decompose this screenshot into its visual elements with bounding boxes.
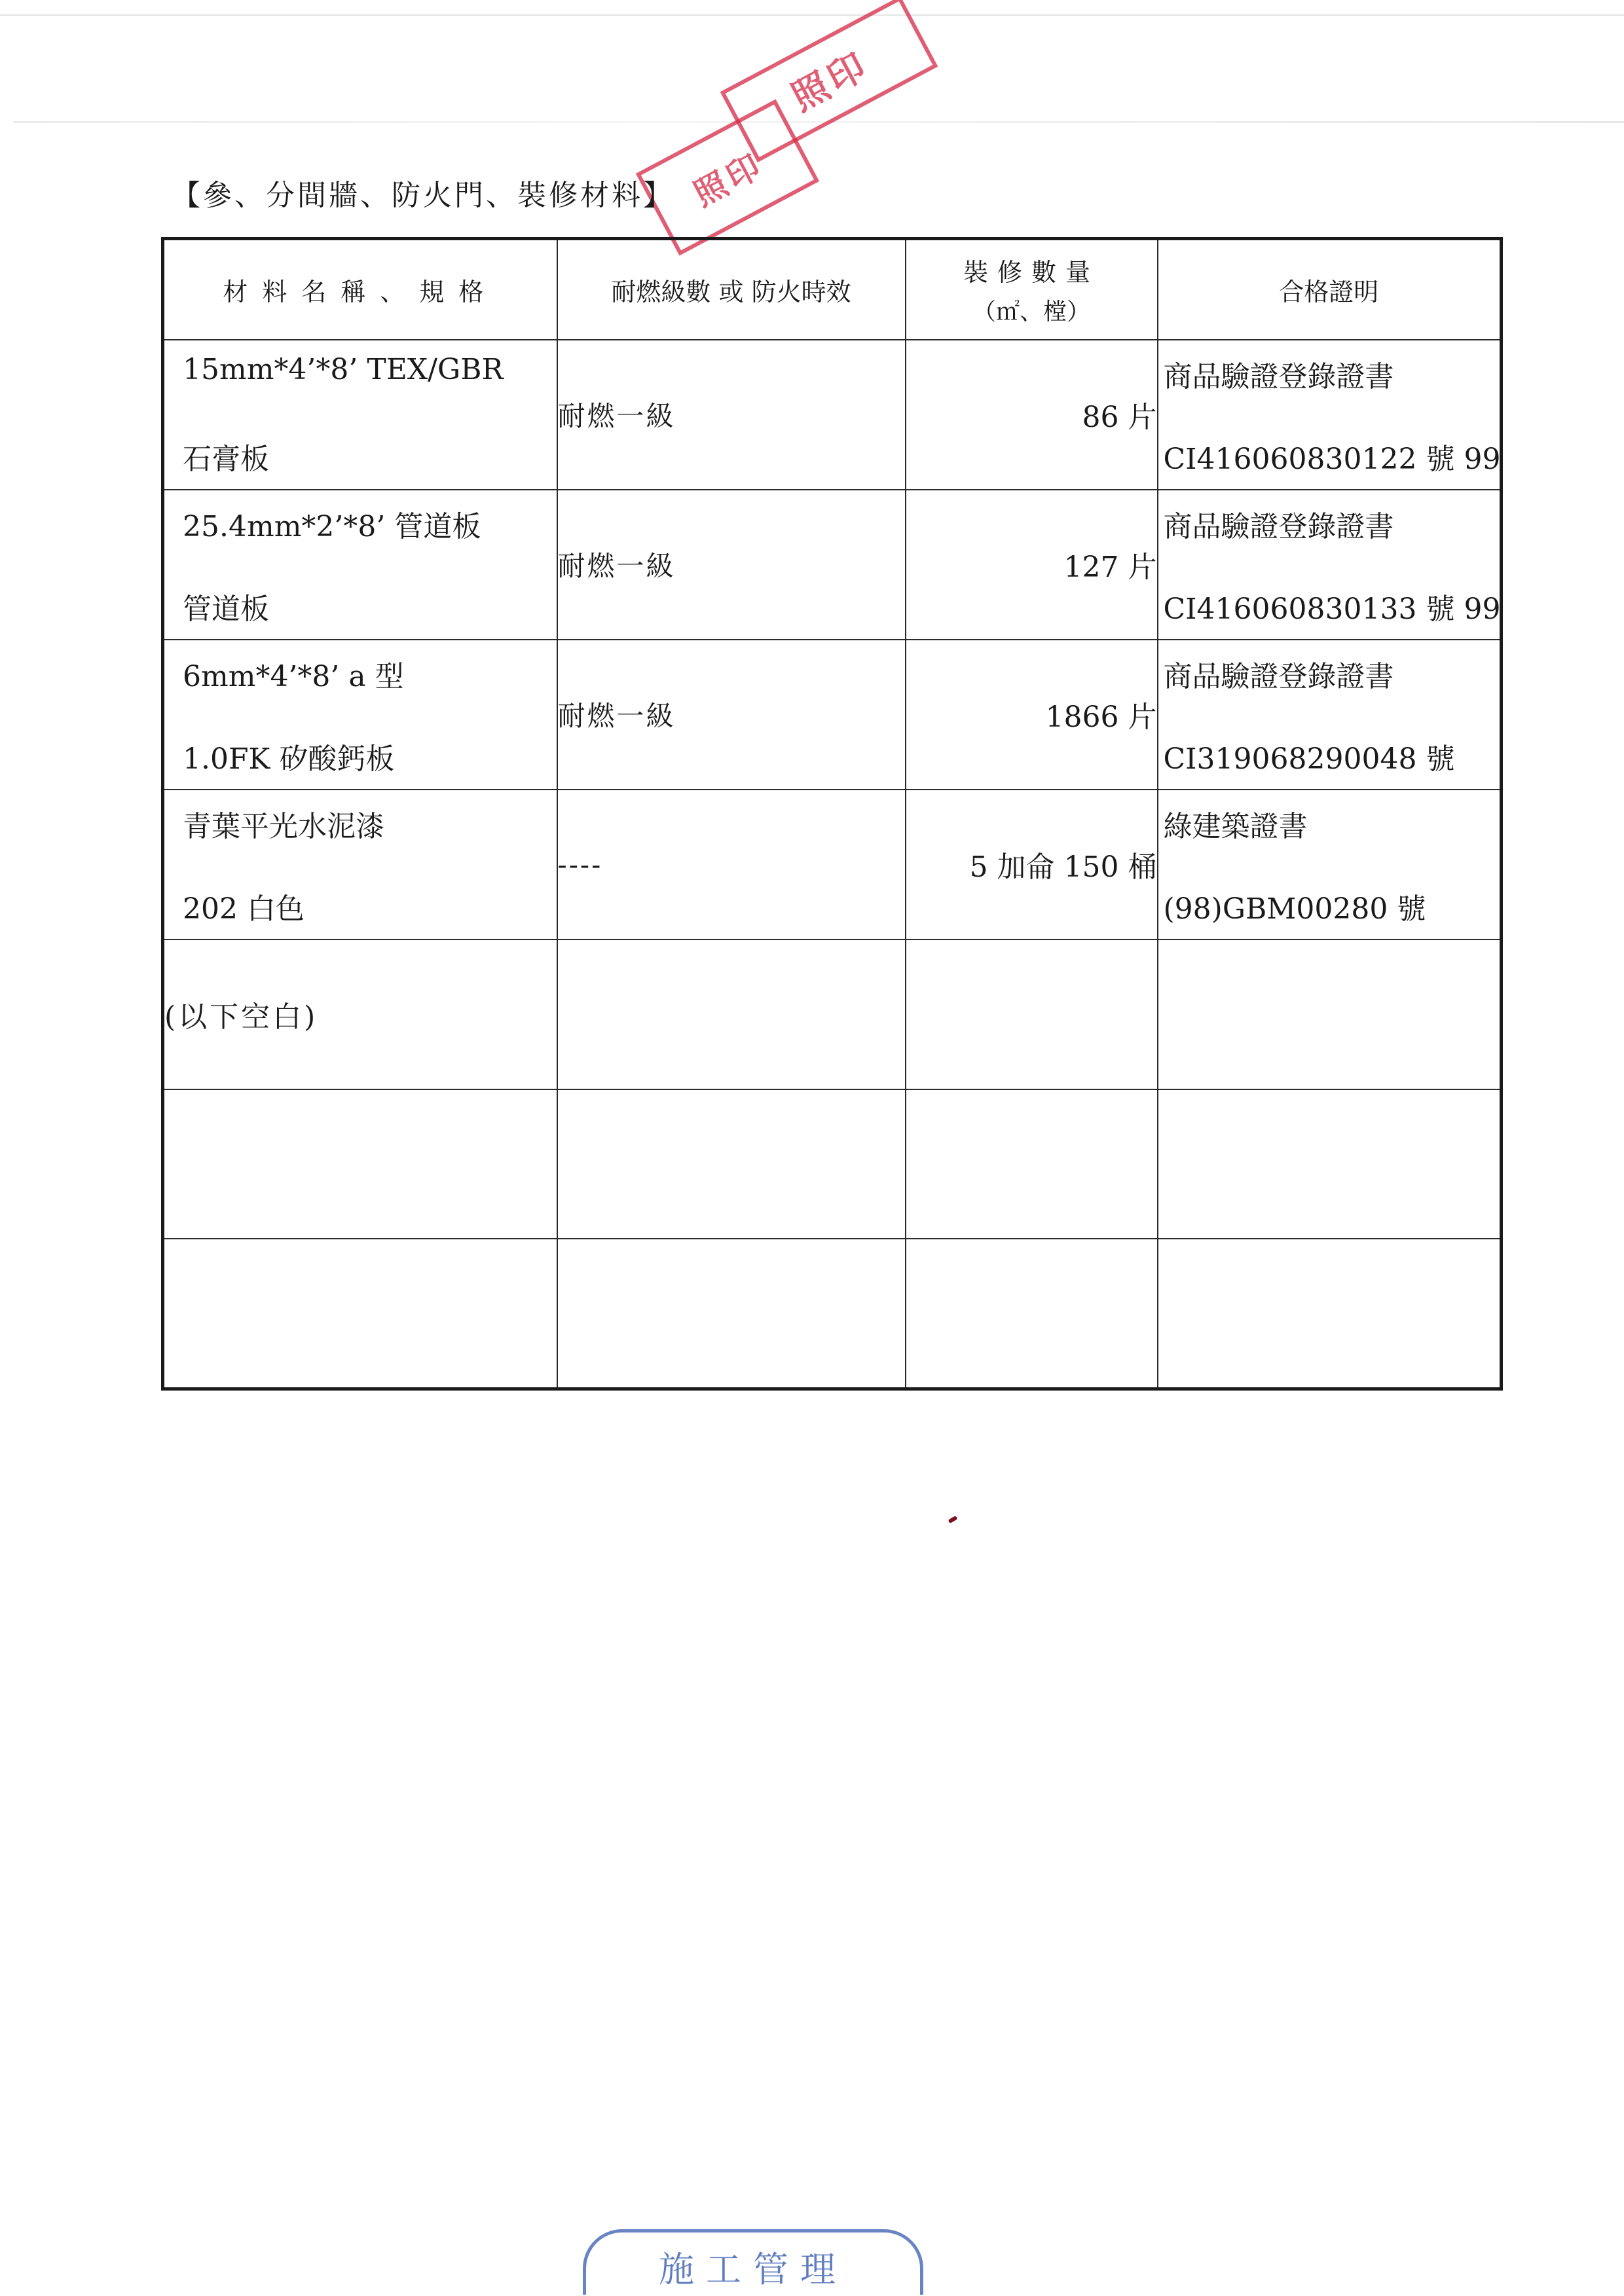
material-spec: 15mm*4’*8’ TEX/GBR xyxy=(183,353,504,387)
quantity-cell: 86 片 xyxy=(906,340,1158,490)
table-row xyxy=(163,490,1502,640)
empty-cell xyxy=(906,1089,1158,1239)
certificate-cell xyxy=(1158,490,1502,640)
red-seal-text-2: 照印 xyxy=(687,145,770,214)
ink-speck xyxy=(948,1516,957,1523)
material-name-cell xyxy=(163,640,557,790)
certificate-cell xyxy=(1158,790,1502,939)
empty-cell xyxy=(557,1239,906,1389)
certificate-title: 商品驗證登錄證書 xyxy=(1163,510,1394,544)
fire-grade-cell: ---- xyxy=(557,790,906,939)
material-type: 202 白色 xyxy=(183,892,304,926)
materials-table xyxy=(161,237,1503,1391)
material-name-cell xyxy=(163,490,557,640)
fire-grade-cell: 耐燃一級 xyxy=(557,340,906,490)
material-type: 石膏板 xyxy=(183,443,269,477)
certificate-number: CI319068290048 號 xyxy=(1163,742,1455,776)
fire-grade-cell: 耐燃一級 xyxy=(557,490,906,640)
blue-seal-text: 施工管理 xyxy=(659,2249,847,2290)
material-type: 管道板 xyxy=(183,592,269,627)
empty-cell xyxy=(163,1239,557,1389)
empty-cell xyxy=(1158,1239,1502,1389)
certificate-number: CI416060830122 號 99 xyxy=(1163,443,1501,477)
quantity-cell: 5 加侖 150 桶 xyxy=(906,790,1158,939)
blank-note: (以下空白) xyxy=(163,939,557,1089)
material-spec: 25.4mm*2’*8’ 管道板 xyxy=(183,510,481,544)
material-spec: 6mm*4’*8’ a 型 xyxy=(183,660,404,694)
empty-cell xyxy=(906,1239,1158,1389)
fire-grade-cell: 耐燃一級 xyxy=(557,640,906,790)
certificate-title: 綠建築證書 xyxy=(1163,810,1308,844)
certificate-title: 商品驗證登錄證書 xyxy=(1163,360,1394,394)
quantity-cell: 127 片 xyxy=(906,490,1158,640)
certificate-cell xyxy=(1158,340,1502,490)
table-row-empty xyxy=(163,1239,1502,1389)
empty-cell xyxy=(163,1089,557,1239)
header-certificate: 合格證明 xyxy=(1158,239,1502,340)
empty-cell xyxy=(1158,1089,1502,1239)
header-quantity xyxy=(906,239,1158,340)
scan-edge-line xyxy=(0,14,1624,16)
certificate-number: CI416060830133 號 99 xyxy=(1163,592,1501,627)
empty-cell xyxy=(906,939,1158,1089)
empty-cell xyxy=(557,1089,906,1239)
material-name-cell xyxy=(163,340,557,490)
quantity-cell: 1866 片 xyxy=(906,640,1158,790)
table-row-blank-note xyxy=(163,939,1502,1089)
header-quantity-line1: 裝修數量 xyxy=(963,258,1099,287)
blue-seal-stamp xyxy=(583,2229,923,2295)
certificate-cell xyxy=(1158,640,1502,790)
material-name-cell xyxy=(163,790,557,939)
certificate-title: 商品驗證登錄證書 xyxy=(1163,660,1394,694)
header-material-name: 材料名稱、規格 xyxy=(163,239,557,340)
header-fire-grade: 耐燃級數 或 防火時效 xyxy=(557,239,906,340)
table-row xyxy=(163,790,1502,939)
empty-cell xyxy=(1158,939,1502,1089)
material-spec: 青葉平光水泥漆 xyxy=(183,810,384,844)
table-row xyxy=(163,640,1502,790)
empty-cell xyxy=(557,939,906,1089)
certificate-number: (98)GBM00280 號 xyxy=(1163,892,1426,926)
table-row-empty xyxy=(163,1089,1502,1239)
red-seal-text: 照印 xyxy=(784,44,877,120)
material-type: 1.0FK 矽酸鈣板 xyxy=(183,742,395,776)
section-title: 【參、分間牆、防火門、裝修材料】 xyxy=(172,179,674,212)
header-quantity-unit: （㎡、樘） xyxy=(972,299,1090,326)
table-row xyxy=(163,340,1502,490)
table-header-row xyxy=(163,239,1502,340)
